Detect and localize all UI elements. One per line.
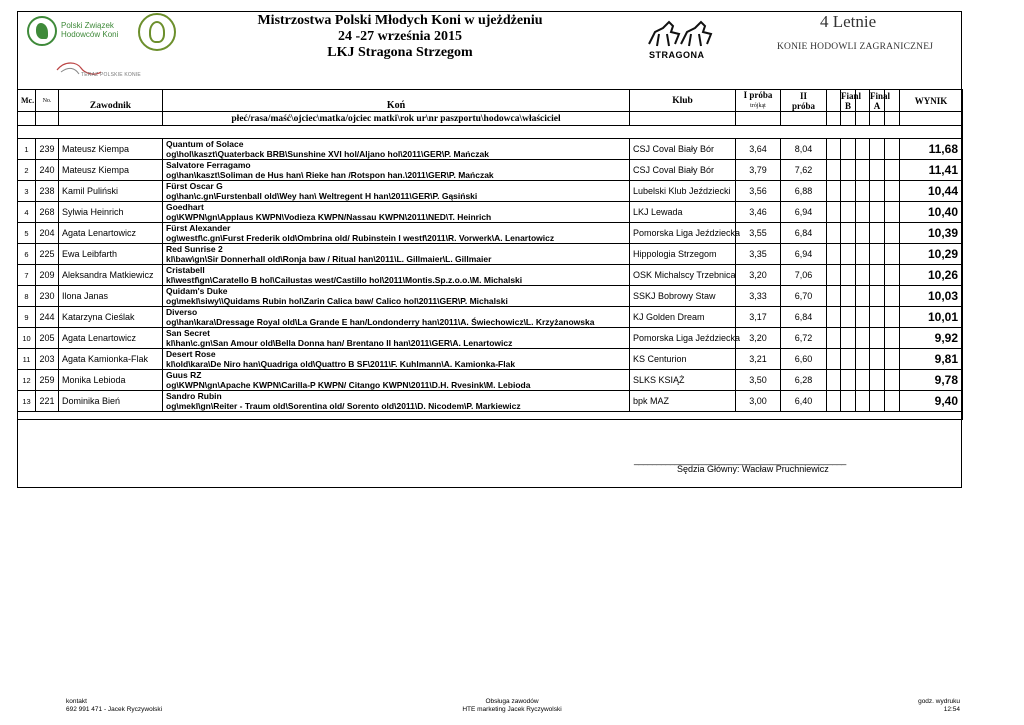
final-a-cell [870,370,885,391]
table-row [18,328,963,349]
horse-name: Goedhart [166,202,204,212]
col-club: Klub [630,90,736,112]
club-cell: SSKJ Bobrowy Staw [630,286,736,307]
entry-number-cell: 259 [36,370,59,391]
final-a-cell [870,307,885,328]
blank-cell [885,391,900,412]
rider-cell: Agata Lenartowicz [59,223,163,244]
test1-score-cell: 3,79 [736,160,781,181]
place-cell: 5 [18,223,36,244]
blank-cell [856,265,870,286]
horse-name: Fürst Oscar G [166,181,223,191]
footer-service-label: Obsługa zawodów [485,698,539,705]
horse-cell [163,244,630,265]
blank-cell [885,370,900,391]
breeding-category: KONIE HODOWLI ZAGRANICZNEJ [777,42,934,52]
result-cell: 10,44 [900,181,963,202]
col-horse: Koń [163,90,630,112]
horse-cell [163,139,630,160]
table-row [18,370,963,391]
subheader-blank1 [18,112,36,126]
table-row [18,265,963,286]
test2-score-cell: 6,94 [781,202,827,223]
blank-cell [827,265,841,286]
horse-name: Desert Rose [166,349,216,359]
result-cell: 11,68 [900,139,963,160]
col-no: No. [36,90,59,112]
blank-cell [827,223,841,244]
teraz-horse-icon [55,58,155,82]
final-a-cell [870,202,885,223]
rider-cell: Sylwia Heinrich [59,202,163,223]
subheader-blank8 [841,112,856,126]
rider-cell: Ilona Janas [59,286,163,307]
club-cell: SLKS KSIĄŻ [630,370,736,391]
horse-details: kl\han\c.gn\San Amour old\Bella Donna han/ Brentano II han\2011\GER\A. Lenartowicz [166,338,513,348]
subheader-blank5 [736,112,781,126]
table-row [18,391,963,412]
blank-cell [856,328,870,349]
entry-number-cell: 205 [36,328,59,349]
rider-cell: Agata Lenartowicz [59,328,163,349]
seal-logo-icon [138,13,176,51]
horse-details: og\han\c.gn\Furstenball old\Wey han\ Weltregent H han\2011\GER\P. Gąsiński [166,191,478,201]
club-cell: Hippologia Strzegom [630,244,736,265]
final-b-cell [841,391,856,412]
club-cell: LKJ Lewada [630,202,736,223]
test2-score-cell: 6,60 [781,349,827,370]
footer-print-value: 12:54 [943,706,960,713]
rider-cell: Katarzyna Cieślak [59,307,163,328]
footer-contact-label: kontakt [66,698,87,705]
horse-name: Diverso [166,307,198,317]
horse-cell [163,202,630,223]
blank-cell [856,223,870,244]
blank-cell [856,286,870,307]
test2-score-cell: 7,62 [781,160,827,181]
col-test2-label: II [799,90,807,101]
result-cell: 9,92 [900,328,963,349]
col-test2 [781,90,827,112]
final-b-cell [841,349,856,370]
entry-number-cell: 230 [36,286,59,307]
result-cell: 10,40 [900,202,963,223]
col-final-b-sub: B [844,100,851,111]
org-name-line2: Hodowców Koni [61,30,119,39]
blank-cell [827,349,841,370]
col-final-a-sub: A [873,100,881,111]
blank-cell [827,160,841,181]
blank-cell [885,349,900,370]
blank-cell [827,286,841,307]
result-cell: 10,39 [900,223,963,244]
horse-name: Sandro Rubin [166,391,222,401]
col-final-a [870,90,891,112]
rider-cell: Dominika Bień [59,391,163,412]
teraz-text: TERAZ POLSKIE KONIE [81,72,141,78]
horse-details: og\westf\c.gn\Furst Frederik old\Ombrina old/ Rubinstein I westf\2011\R. Vorwerk\A. Lenartowicz [166,233,555,243]
place-cell: 7 [18,265,36,286]
horse-details: og\mekl\siwy\\Quidams Rubin hol\Zarin Calica baw/ Calico hol\2011\GER\P. Michalski [166,296,508,306]
pzhk-mark [27,16,57,46]
col-blank1 [827,90,841,112]
col-place: Mc. [18,90,36,112]
results-body [18,139,963,420]
final-b-cell [841,244,856,265]
rider-cell: Agata Kamionka-Flak [59,349,163,370]
table-row [18,202,963,223]
blank-cell [856,160,870,181]
result-cell: 10,01 [900,307,963,328]
org-name-line1: Polski Związek [61,21,114,30]
blank-cell [885,307,900,328]
event-venue: LKJ Stragona Strzegom [327,45,473,60]
test1-score-cell: 3,21 [736,349,781,370]
club-cell: KS Centurion [630,349,736,370]
table-row [18,160,963,181]
horse-cell [163,181,630,202]
final-b-cell [841,223,856,244]
test2-score-cell: 6,72 [781,328,827,349]
header-row [18,90,963,112]
test1-score-cell: 3,50 [736,370,781,391]
subheader-blank10 [870,112,885,126]
final-b-cell [841,370,856,391]
col-result: WYNIK [900,90,963,112]
final-a-cell [870,160,885,181]
final-b-cell [841,265,856,286]
entry-number-cell: 239 [36,139,59,160]
footer-service [440,698,584,714]
final-a-cell [870,139,885,160]
final-a-cell [870,286,885,307]
col-rider: Zawodnik [59,90,163,112]
rider-cell: Aleksandra Matkiewicz [59,265,163,286]
blank-cell [827,391,841,412]
blank-cell [885,181,900,202]
horse-name: Salvatore Ferragamo [166,160,251,170]
result-cell: 9,81 [900,349,963,370]
place-cell: 3 [18,181,36,202]
footer-print-time [890,698,960,714]
horse-cell [163,223,630,244]
entry-number-cell: 204 [36,223,59,244]
final-b-cell [841,307,856,328]
blank-cell [827,139,841,160]
horse-details: og\KWPN\gn\Applaus KWPN\Vodieza KWPN/Nassau KWPN\2011\NED\T. Heinrich [166,212,492,222]
col-test1-label: I próba [743,89,773,100]
blank-cell [885,244,900,265]
horse-cell [163,286,630,307]
blank-cell [856,370,870,391]
rider-cell: Monika Lebioda [59,370,163,391]
final-b-cell [841,139,856,160]
final-a-cell [870,391,885,412]
entry-number-cell: 209 [36,265,59,286]
horse-name: Guus RZ [166,370,202,380]
blank-cell [827,244,841,265]
blank-cell [856,391,870,412]
age-category: 4 Letnie [820,12,877,31]
blank-cell [856,139,870,160]
table-row [18,139,963,160]
place-cell: 6 [18,244,36,265]
blank-cell [885,328,900,349]
entry-number-cell: 221 [36,391,59,412]
horse-name: Cristabell [166,265,205,275]
test2-score-cell: 6,70 [781,286,827,307]
chief-judge: Sędzia Główny: Wacław Pruchniewicz [677,464,829,474]
test2-score-cell: 6,28 [781,370,827,391]
final-a-cell [870,349,885,370]
col-final-a-label: Final [870,90,891,101]
test2-score-cell: 6,84 [781,307,827,328]
blank-cell [856,244,870,265]
horse-details: og\KWPN\gn\Apache KWPN\Carilla-P KWPN/ Citango KWPN\2011\D.H. Rvesink\M. Lebioda [166,380,531,390]
table-row [18,286,963,307]
final-b-cell [841,202,856,223]
blank-cell [827,370,841,391]
blank-cell [856,349,870,370]
test2-score-cell: 6,84 [781,223,827,244]
place-cell: 13 [18,391,36,412]
place-cell: 11 [18,349,36,370]
club-cell: Pomorska Liga Jeździecka [630,223,736,244]
place-cell: 9 [18,307,36,328]
table-row [18,223,963,244]
col-test2-sub: próba [791,100,815,111]
footer-contact-value: 692 991 471 - Jacek Ryczywolski [66,706,163,713]
club-cell: CSJ Coval Biały Bór [630,139,736,160]
test1-score-cell: 3,20 [736,265,781,286]
blank-cell [885,202,900,223]
final-a-cell [870,265,885,286]
results-table [17,89,963,420]
blank-cell [827,202,841,223]
col-final-b [841,90,862,112]
col-final-b-label: Fianl [841,90,862,101]
final-b-cell [841,160,856,181]
table-row [18,181,963,202]
test2-score-cell: 6,40 [781,391,827,412]
horse-name: Quidam's Duke [166,286,228,296]
club-cell: Lubelski Klub Jeździecki [630,181,736,202]
horse-cell [163,391,630,412]
blank-cell [856,307,870,328]
subheader-blank7 [827,112,841,126]
footer-print-label: godz. wydruku [918,698,960,705]
horse-name: Fürst Alexander [166,223,231,233]
horse-cell [163,328,630,349]
blank-cell [827,307,841,328]
place-cell: 12 [18,370,36,391]
horse-cell [163,370,630,391]
result-cell: 9,40 [900,391,963,412]
test2-score-cell: 7,06 [781,265,827,286]
result-cell: 10,03 [900,286,963,307]
test2-score-cell: 6,94 [781,244,827,265]
blank-cell [885,265,900,286]
col-test1-sub: trójkąt [750,102,766,109]
event-dates: 24 -27 września 2015 [337,29,463,44]
table-row [18,244,963,265]
test1-score-cell: 3,55 [736,223,781,244]
blank-cell [856,181,870,202]
blank-cell [856,202,870,223]
rider-cell: Ewa Leibfarth [59,244,163,265]
horse-details: kl\old\kara\De Niro han\Quadriga old\Quattro B SF\2011\F. Kuhlmann\A. Kamionka-Flak [166,359,516,369]
horse-details: og\hol\kaszt\Quaterback BRB\Sunshine XVI hol/Aljano hol\2011\GER\P. Mańczak [166,149,489,159]
blank-cell [885,223,900,244]
horse-cell [163,349,630,370]
horse-name: San Secret [166,328,210,338]
entry-number-cell: 244 [36,307,59,328]
test1-score-cell: 3,33 [736,286,781,307]
end-spacer-cell [18,412,963,420]
result-cell: 11,41 [900,160,963,181]
result-cell: 10,29 [900,244,963,265]
final-b-cell [841,286,856,307]
subheader-row [18,112,963,126]
subheader-blank6 [781,112,827,126]
final-a-cell [870,244,885,265]
spacer-cell [18,126,963,139]
horse-cell [163,307,630,328]
test1-score-cell: 3,46 [736,202,781,223]
table-row [18,349,963,370]
rider-cell: Mateusz Kiempa [59,160,163,181]
footer-service-value: HTE marketing Jacek Ryczywolski [462,706,562,713]
test1-score-cell: 3,64 [736,139,781,160]
blank-cell [885,160,900,181]
club-cell: bpk MAZ [630,391,736,412]
stragona-horses-icon [645,18,717,62]
entry-number-cell: 240 [36,160,59,181]
horse-details-legend: płeć/rasa/maść\ojciec\matka/ojciec matki\rok ur\nr paszportu\hodowca\właściciel [163,112,630,126]
horse-details: og\mekl\gn\Reiter - Traum old\Sorentina old/ Sorento old\2011\D. Nicodem\P. Markiewicz [166,401,521,411]
result-cell: 9,78 [900,370,963,391]
blank-cell [827,328,841,349]
rider-cell: Kamil Puliński [59,181,163,202]
footer-contact [66,698,162,714]
rider-cell: Mateusz Kiempa [59,139,163,160]
final-b-cell [841,328,856,349]
horse-cell [163,265,630,286]
subheader-blank11 [885,112,900,126]
blank-cell [885,286,900,307]
subheader-blank3 [59,112,163,126]
test2-score-cell: 8,04 [781,139,827,160]
blank-cell [827,181,841,202]
pzhk-logo-icon [27,16,137,50]
test1-score-cell: 3,56 [736,181,781,202]
col-test1 [736,90,781,112]
test1-score-cell: 3,00 [736,391,781,412]
entry-number-cell: 225 [36,244,59,265]
spacer-row [18,126,963,139]
subheader-blank4 [630,112,736,126]
place-cell: 1 [18,139,36,160]
horse-details: og\han\kaszt\Soliman de Hus han\ Rieke han /Rotspon han.\2011\GER\P. Mańczak [166,170,494,180]
club-cell: Pomorska Liga Jeździecka [630,328,736,349]
final-a-cell [870,181,885,202]
test2-score-cell: 6,88 [781,181,827,202]
place-cell: 4 [18,202,36,223]
event-title: Mistrzostwa Polski Młodych Koni w ujeżdżeniu [257,13,543,28]
horse-name: Quantum of Solace [166,139,244,149]
final-a-cell [870,328,885,349]
horse-cell [163,160,630,181]
horse-details: kl\baw\gn\Sir Donnerhall old\Ronja baw / Ritual han\2011\L. Gillmaier\L. Gillmaier [166,254,492,264]
subheader-blank12 [900,112,963,126]
blank-cell [885,139,900,160]
end-spacer-row [18,412,963,420]
table-row [18,307,963,328]
test1-score-cell: 3,35 [736,244,781,265]
club-cell: KJ Golden Dream [630,307,736,328]
horse-details: og\han\kara\Dressage Royal old\La Grande E han/Londonderry han\2011\A. Świechowicz\L. Krzyżanowska [166,317,595,327]
stragona-wordmark: STRAGONA [649,50,705,60]
test1-score-cell: 3,17 [736,307,781,328]
result-cell: 10,26 [900,265,963,286]
place-cell: 2 [18,160,36,181]
signature-line: _______________________________________________ [634,455,846,465]
entry-number-cell: 268 [36,202,59,223]
test1-score-cell: 3,20 [736,328,781,349]
horse-details: kl\westf\gn\Caratello B hol\Cailustas west/Castillo hol\2011\Montis.Sp.z.o.o.\M. Michalski [166,275,523,285]
subheader-blank9 [856,112,870,126]
entry-number-cell: 203 [36,349,59,370]
entry-number-cell: 238 [36,181,59,202]
horse-name: Red Sunrise 2 [166,244,223,254]
club-cell: CSJ Coval Biały Bór [630,160,736,181]
place-cell: 8 [18,286,36,307]
final-b-cell [841,181,856,202]
club-cell: OSK Michalscy Trzebnica [630,265,736,286]
subheader-blank2 [36,112,59,126]
place-cell: 10 [18,328,36,349]
final-a-cell [870,223,885,244]
